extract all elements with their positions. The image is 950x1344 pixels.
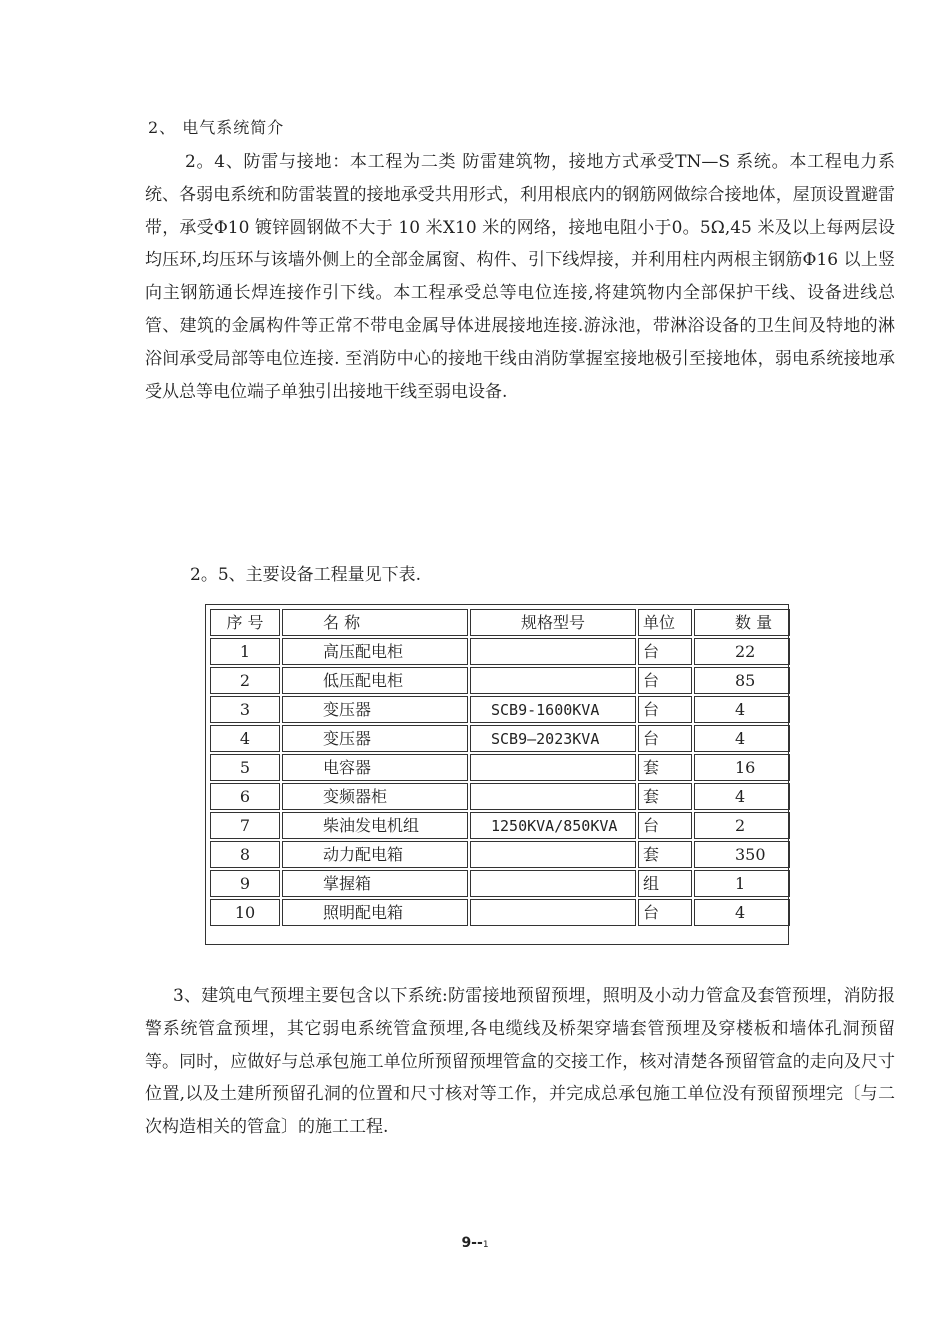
header-name: 名 称 [282,609,468,636]
table-row [210,899,790,926]
header-unit: 单位 [638,609,692,636]
cell-no: 1 [210,638,280,665]
cell-qty: 4 [694,783,790,810]
table-row [210,754,790,781]
cell-no: 6 [210,783,280,810]
cell-qty: 2 [694,812,790,839]
cell-unit: 套 [638,783,692,810]
cell-spec [470,899,636,926]
cell-unit: 套 [638,754,692,781]
cell-no: 10 [210,899,280,926]
header-spec: 规格型号 [470,609,636,636]
cell-spec [470,841,636,868]
cell-qty: 22 [694,638,790,665]
table-row [210,841,790,868]
cell-spec [470,870,636,897]
cell-name: 柴油发电机组 [282,812,468,839]
page-number-main: 9-- [461,1235,483,1251]
header-qty: 数 量 [694,609,790,636]
cell-name: 变压器 [282,725,468,752]
cell-qty: 350 [694,841,790,868]
cell-unit: 台 [638,667,692,694]
cell-name: 变压器 [282,696,468,723]
cell-qty: 1 [694,870,790,897]
table-row [210,638,790,665]
cell-no: 4 [210,725,280,752]
cell-spec: 1250KVA/850KVA [470,812,636,839]
paragraph-embedded-systems-text: 3、建筑电气预埋主要包含以下系统:防雷接地预留预埋，照明及小动力管盒及套管预埋，消防报警系统管盒预埋，其它弱电系统管盒预埋,各电缆线及桥架穿墙套管预埋及穿楼板和墙体孔洞预留等。同时，应做好与总承包施工单位所预留预埋管盒的交接工作，核对清楚各预留管盒的走向及尺寸位置,以及土建所预留孔洞的位置和尺寸核对等工作，并完成总承包施工单位没有预留预埋完〔与二次构造相关的管盒〕的施工工程. [145,986,895,1138]
cell-name: 低压配电柜 [282,667,468,694]
cell-no: 2 [210,667,280,694]
cell-unit: 台 [638,725,692,752]
cell-spec: SCB9—2023KVA [470,725,636,752]
cell-qty: 85 [694,667,790,694]
paragraph-lightning-grounding-text: 2。4、防雷与接地：本工程为二类 防雷建筑物，接地方式承受TN—S 系统。本工程电力系统、各弱电系统和防雷装置的接地承受共用形式，利用根底内的钢筋网做综合接地体，屋顶设置避雷带，承受Φ10 镀锌圆钢做不大于 10 米X10 米的网络，接地电阻小于0。5Ω,45 米及以上每两层设均压环,均压环与该墙外侧上的全部金属窗、构件、引下线焊接，并利用柱内两根主钢筋Φ16 以上竖向主钢筋通长焊连接作引下线。本工程承受总等电位连接,将建筑物内全部保护干线、设备进线总管、建筑的金属构件等正常不带电金属导体进展接地连接.游泳池，带淋浴设备的卫生间及特地的淋浴间承受局部等电位连接. 至消防中心的接地干线由消防掌握室接地极引至接地体，弱电系统接地承受从总等电位端子单独引出接地干线至弱电设备. [145,152,895,402]
table-caption: 2。5、主要设备工程量见下表. [190,565,422,585]
cell-unit: 台 [638,696,692,723]
cell-no: 3 [210,696,280,723]
cell-spec: SCB9-1600KVA [470,696,636,723]
equipment-table-frame [205,604,789,945]
table-row [210,870,790,897]
cell-qty: 4 [694,696,790,723]
paragraph-lightning-grounding [145,146,895,408]
cell-spec [470,638,636,665]
table-row [210,812,790,839]
cell-unit: 台 [638,899,692,926]
cell-qty: 16 [694,754,790,781]
section-heading: 2、 电气系统简介 [148,118,285,137]
cell-qty: 4 [694,899,790,926]
page-number-suffix: 1 [482,1240,489,1250]
cell-no: 5 [210,754,280,781]
cell-name: 变频器柜 [282,783,468,810]
cell-no: 8 [210,841,280,868]
paragraph-embedded-systems [145,980,895,1144]
table-row [210,696,790,723]
cell-qty: 4 [694,725,790,752]
table-row [210,725,790,752]
cell-unit: 台 [638,812,692,839]
cell-name: 高压配电柜 [282,638,468,665]
cell-name: 动力配电箱 [282,841,468,868]
cell-spec [470,754,636,781]
cell-name: 照明配电箱 [282,899,468,926]
header-no: 序 号 [210,609,280,636]
cell-name: 掌握箱 [282,870,468,897]
cell-spec [470,667,636,694]
cell-unit: 台 [638,638,692,665]
table-row [210,783,790,810]
table-row [210,667,790,694]
cell-name: 电容器 [282,754,468,781]
cell-unit: 套 [638,841,692,868]
equipment-table [208,607,792,928]
cell-spec [470,783,636,810]
page-number [0,1235,950,1251]
cell-no: 9 [210,870,280,897]
cell-unit: 组 [638,870,692,897]
table-header-row [210,609,790,636]
cell-no: 7 [210,812,280,839]
